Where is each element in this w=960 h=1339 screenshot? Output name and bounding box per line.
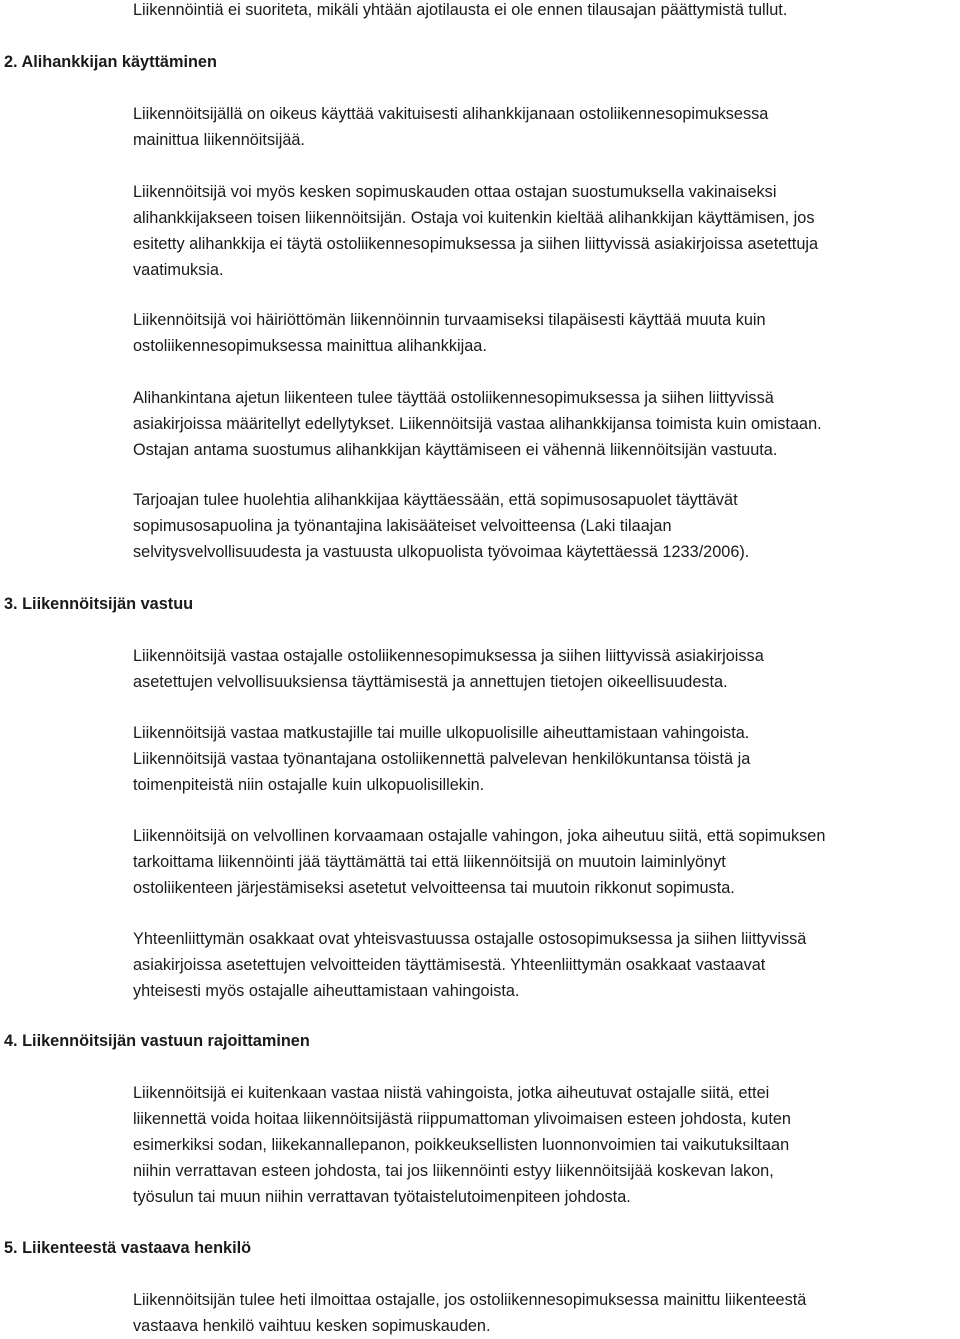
paragraph-line: Liikennöitsijä vastaa työnantajana ostoliikennettä palvelevan henkilökuntansa töistä ja [133,750,751,768]
paragraph-line: Ostajan antama suostumus alihankkijan käyttämiseen ei vähennä liikennöitsijän vastuuta. [133,441,778,459]
paragraph-line: yhteisesti myös ostajalle aiheuttamistaan vahingoista. [133,982,520,1000]
section-heading-4: 4. Liikennöitsijän vastuun rajoittaminen [4,1032,310,1050]
paragraph-line: Liikennöitsijä ei kuitenkaan vastaa niistä vahingoista, jotka aiheutuvat ostajalle siitä, ettei [133,1084,770,1102]
paragraph-line: Alihankintana ajetun liikenteen tulee täyttää ostoliikennesopimuksessa ja siihen liittyvissä [133,389,774,407]
section-heading-5: 5. Liikenteestä vastaava henkilö [4,1239,252,1257]
paragraph-line: Liikennöitsijä on velvollinen korvaamaan ostajalle vahingon, joka aiheutuu siitä, että sopimuksen [133,827,826,845]
paragraph-line: Liikennöitsijä vastaa ostajalle ostoliikennesopimuksessa ja siihen liittyvissä asiakirjoissa [133,647,764,665]
paragraph-line: selvitysvelvollisuudesta ja vastuusta ulkopuolista työvoimaa käytettäessä 1233/2006). [133,543,750,561]
section-heading-3: 3. Liikennöitsijän vastuu [4,595,194,613]
paragraph-line: esitetty alihankkija ei täytä ostoliikennesopimuksessa ja siihen liittyvissä asiakirjoissa asetettuja [133,235,819,253]
paragraph-line: työsulun tai muun niihin verrattavan työtaistelutoimenpiteen johdosta. [133,1188,631,1206]
paragraph-line: Liikennöitsijä voi myös kesken sopimuskauden ottaa ostajan suostumuksella vakinaiseksi [133,183,777,201]
paragraph-line: toimenpiteistä niin ostajalle kuin ulkopuolisillekin. [133,776,485,794]
paragraph-line: sopimusosapuolina ja työnantajina lakisääteiset velvoitteensa (Laki tilaajan [133,517,672,535]
section-heading-2: 2. Alihankkijan käyttäminen [4,53,217,71]
paragraph-line: esimerkiksi sodan, liikekannallepanon, poikkeuksellisten luonnonvoimien tai vaikutuksiltaan [133,1136,790,1154]
paragraph-line: vastaava henkilö vaihtuu kesken sopimuskauden. [133,1317,491,1335]
paragraph-line: asiakirjoissa määritellyt edellytykset. Liikennöitsijä vastaa alihankkijansa toimista kuin omistaan. [133,415,822,433]
paragraph-line: tarkoittama liikennöinti jää täyttämättä tai että liikennöitsijä on muutoin laiminlyönyt [133,853,726,871]
paragraph-line: ostoliikennesopimuksessa mainittua alihankkijaa. [133,337,487,355]
paragraph-line: Yhteenliittymän osakkaat ovat yhteisvastuussa ostajalle ostosopimuksessa ja siihen liittyvissä [133,930,807,948]
paragraph-line: asiakirjoissa asetettujen velvoitteiden täyttämisestä. Yhteenliittymän osakkaat vastaavat [133,956,766,974]
paragraph-line: vaatimuksia. [133,261,224,279]
paragraph-line: Liikennöitsijällä on oikeus käyttää vakituisesti alihankkijanaan ostoliikennesopimuksessa [133,105,769,123]
paragraph-line: Liikennöitsijän tulee heti ilmoittaa ostajalle, jos ostoliikennesopimuksessa mainittu liikenteestä [133,1291,807,1309]
paragraph-line: liikennettä voida hoitaa liikennöitsijästä riippumattoman ylivoimaisen esteen johdosta, kuten [133,1110,791,1128]
paragraph-line: Liikennöitsijä voi häiriöttömän liikennöinnin turvaamiseksi tilapäisesti käyttää muuta kuin [133,311,766,329]
paragraph-line: niihin verrattavan esteen johdosta, tai jos liikennöinti estyy liikennöitsijää koskevan lakon, [133,1162,774,1180]
paragraph-line: mainittua liikennöitsijää. [133,131,305,149]
paragraph-line: asetettujen velvollisuuksiensa täyttämisestä ja annettujen tietojen oikeellisuudesta. [133,673,728,691]
paragraph-line: Liikennöintiä ei suoriteta, mikäli yhtään ajotilausta ei ole ennen tilausajan päättymistä tullut. [133,1,788,19]
paragraph-line: ostoliikenteen järjestämiseksi asetetut velvoitteensa tai muutoin rikkonut sopimusta. [133,879,735,897]
paragraph-line: Tarjoajan tulee huolehtia alihankkijaa käyttäessään, että sopimusosapuolet täyttävät [133,491,738,509]
paragraph-line: Liikennöitsijä vastaa matkustajille tai muille ulkopuolisille aiheuttamistaan vahingoista. [133,724,750,742]
paragraph-line: alihankkijakseen toisen liikennöitsijän. Ostaja voi kuitenkin kieltää alihankkijan käyttämisen, jos [133,209,815,227]
